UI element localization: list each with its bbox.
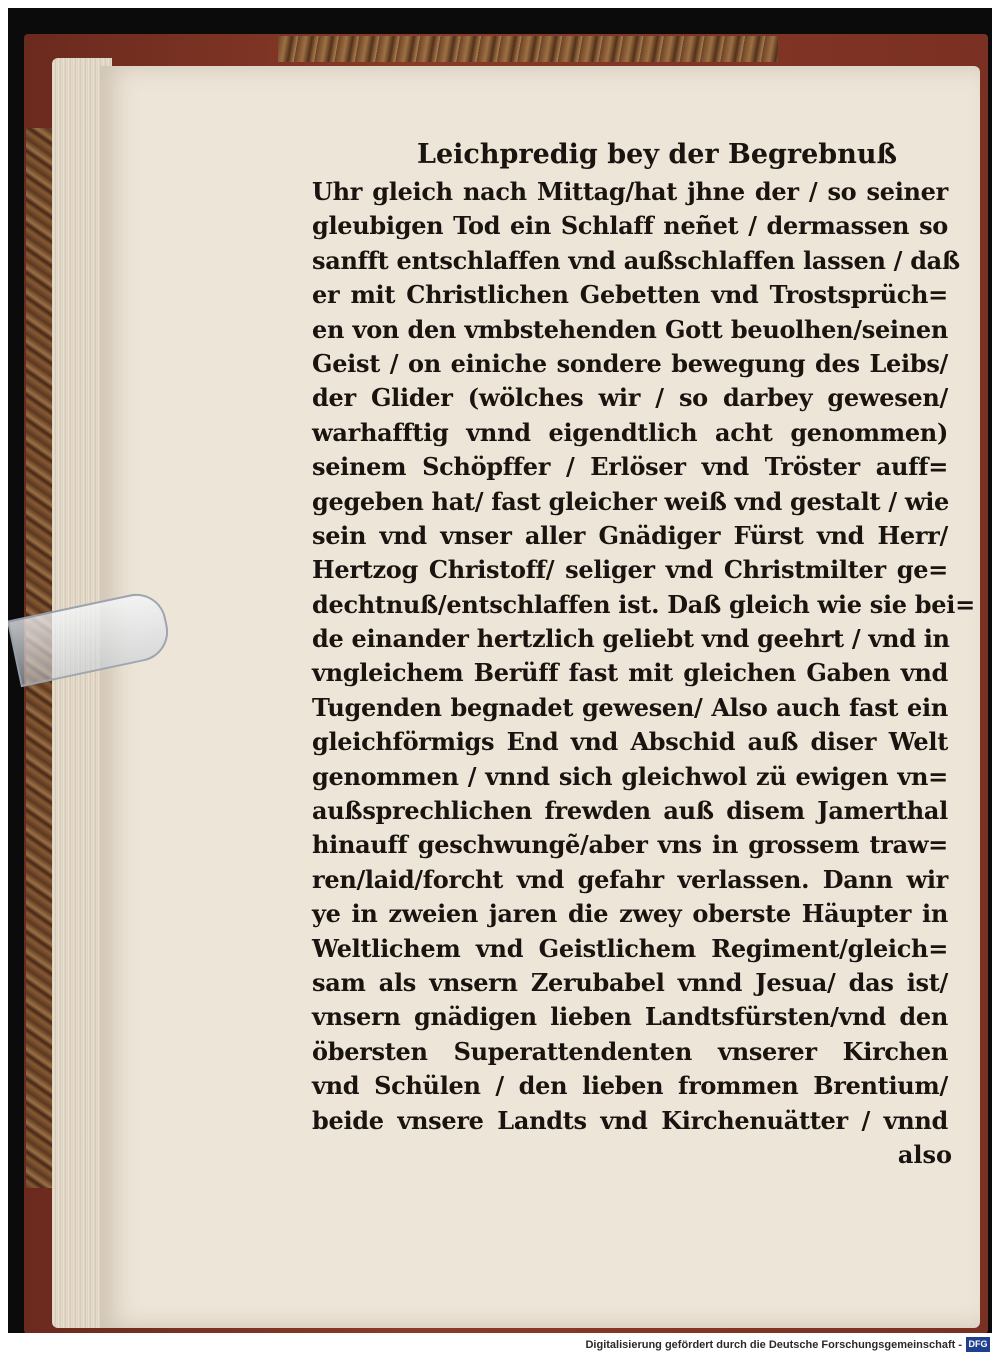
text-line: warhafftig vnnd eigendtlich acht genommen) (312, 417, 948, 447)
text-line: vngleichem Berüff fast mit gleichen Gaben vnd (312, 658, 948, 688)
text-line: Geist / on einiche sondere bewegung des Leibs/ (312, 348, 948, 378)
text-line: beide vnsere Landts vnd Kirchenuätter / vnnd (312, 1105, 948, 1135)
text-line: Uhr gleich nach Mittag/hat jhne der / so seiner (312, 177, 948, 206)
funding-credit: Digitalisierung gefördert durch die Deutsche Forschungsgemeinschaft - (585, 1339, 962, 1351)
text-line: vnsern gnädigen lieben Landtsfürsten/vnd den (312, 1002, 948, 1032)
text-line: ye in zweien jaren die zwey oberste Häupter in (312, 899, 948, 929)
text-line: vnd Schülen / den lieben frommen Brentium/ (312, 1071, 948, 1101)
text-line: gleubigen Tod ein Schlaff neñet / dermassen so (312, 211, 948, 241)
footer-bar (0, 1333, 1000, 1357)
text-line: Tugenden begnadet gewesen/ Also auch fast ein (312, 692, 948, 722)
text-line: genommen / vnnd sich gleichwol zü ewigen vn= (312, 761, 948, 791)
catchword: also (897, 1139, 952, 1169)
text-line: Hertzog Christoff/ seliger vnd Christmilter ge= (312, 555, 948, 585)
text-line: sanfft entschlaffen vnd außschlaffen lassen / daß (312, 245, 960, 275)
text-line: hinauff geschwungẽ/aber vns in grossem traw= (312, 830, 948, 860)
page-text (312, 135, 975, 1172)
text-line: er mit Christlichen Gebetten vnd Trostsprüch= (312, 280, 948, 310)
running-heading: Leichpredig bey der Begrebnuß (417, 139, 897, 170)
text-line: außsprechlichen frewden auß disem Jamerthal (312, 796, 948, 826)
text-line: de einander hertzlich geliebt vnd geehrt / vnd in (312, 624, 950, 654)
text-line: seinem Schöpffer / Erlöser vnd Tröster auff= (312, 452, 948, 482)
text-line: dechtnuß/entschlaffen ist. Daß gleich wie sie bei= (312, 589, 975, 619)
text-line: sein vnd vnser aller Gnädiger Fürst vnd Herr/ (312, 520, 948, 550)
text-line: öbersten Superattendenten vnserer Kirchen (312, 1036, 948, 1066)
text-line: sam als vnsern Zerubabel vnnd Jesua/ das ist/ (312, 967, 948, 997)
text-line: gegeben hat/ fast gleicher weiß vnd gestalt / wie (312, 486, 950, 516)
text-lines (312, 175, 975, 1138)
text-line: der Glider (wölches wir / so darbey gewesen/ (312, 383, 948, 413)
text-line: en von den vmbstehenden Gott beuolhen/seinen (312, 314, 948, 344)
text-line: ren/laid/forcht vnd gefahr verlassen. Dann wir (312, 864, 948, 894)
text-line: Weltlichem vnd Geistlichem Regiment/gleich= (312, 933, 948, 963)
dfg-logo: DFG (966, 1337, 990, 1352)
marbled-edge-top (278, 36, 778, 62)
text-line: gleichförmigs End vnd Abschid auß diser Welt (312, 727, 948, 757)
